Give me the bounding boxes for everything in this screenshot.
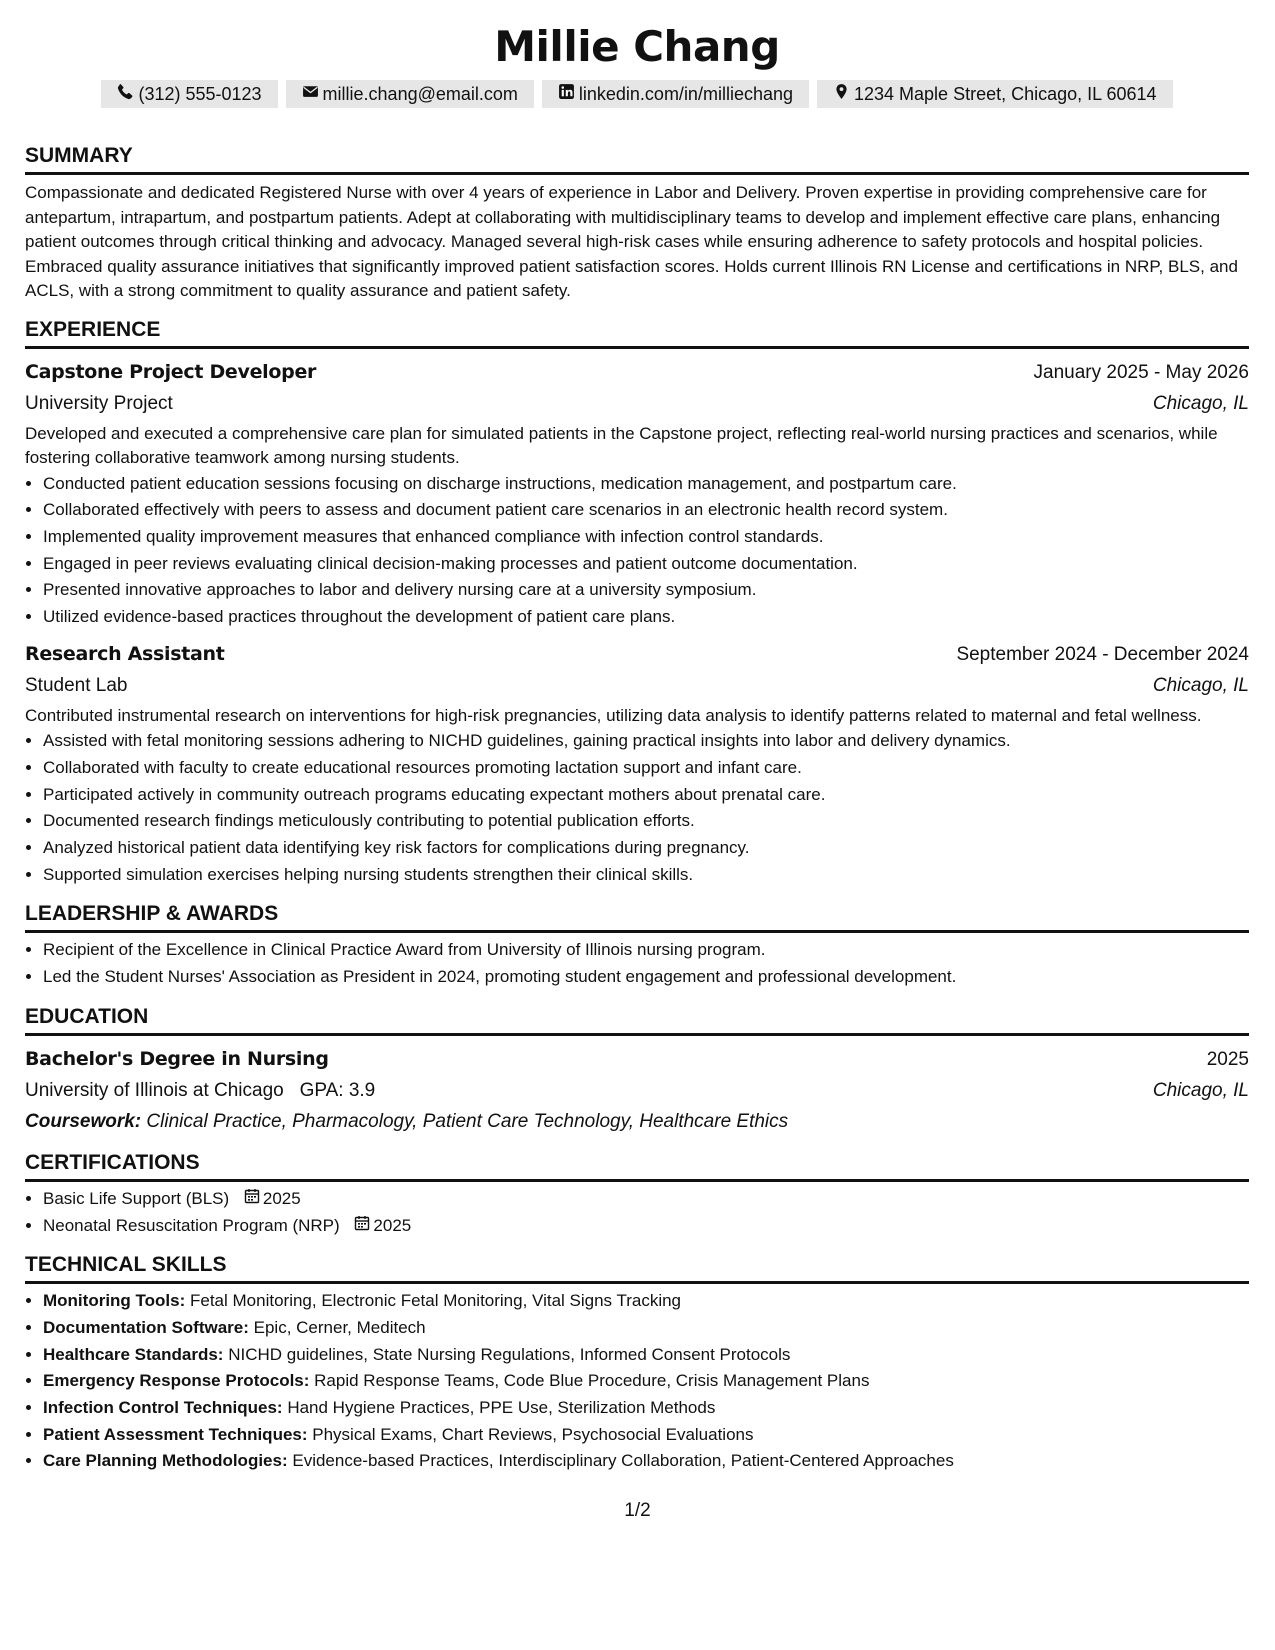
page-number: 1/2 [624,1500,651,1521]
list-item: • Led the Student Nurses' Association as President in 2024, promoting student engagement and professional development. [43,964,1249,991]
coursework [25,1107,1249,1137]
skills-list [25,1288,1249,1475]
education-section [25,1005,1249,1137]
list-item [43,1395,1249,1422]
leadership-section [25,902,1249,990]
address-text: 1234 Maple Street, Chicago, IL 60614 [854,84,1157,104]
section-title: EXPERIENCE [25,318,1249,349]
certifications-section [25,1151,1249,1239]
skill-label: Documentation Software: [43,1317,249,1337]
list-item: • Assisted with fetal monitoring sessions adhering to NICHD guidelines, gaining practical insights into labor and delivery dynamics. [43,728,1249,755]
skill-label: Emergency Response Protocols: [43,1371,310,1391]
skill-value: Hand Hygiene Practices, PPE Use, Sterilization Methods [287,1398,716,1418]
list-item [43,1422,1249,1449]
education-entry [25,1044,1249,1137]
calendar-icon [354,1213,370,1240]
leadership-list [25,937,1249,990]
summary-section [25,144,1249,304]
list-item [43,1448,1249,1475]
resume-page [25,18,1249,1475]
list-item: • Analyzed historical patient data identifying key risk factors for complications during pregnancy. [43,835,1249,862]
job-title: Capstone Project Developer [25,360,317,383]
school-name: University of Illinois at Chicago [25,1079,284,1101]
list-item: • Utilized evidence-based practices throughout the development of patient care plans. [43,604,1249,631]
experience-section [25,318,1249,889]
skill-value: Physical Exams, Chart Reviews, Psychosocial Evaluations [312,1424,754,1444]
graduation-year: 2025 [1206,1048,1249,1070]
linkedin-chip [542,80,809,108]
job-organization: Student Lab [25,674,128,696]
list-item [43,1213,1249,1240]
job-description: Developed and executed a comprehensive care plan for simulated patients in the Capstone project, reflecting real-world nursing practices and scenarios, while fostering collaborative teamwork among nursing students. [25,423,1218,467]
list-item [43,1368,1249,1395]
certification-date [354,1213,411,1240]
skill-value: Epic, Cerner, Meditech [253,1317,426,1337]
job-dates: September 2024 - December 2024 [956,643,1249,665]
skills-section [25,1253,1249,1475]
linkedin-icon [558,82,575,106]
skill-value: Evidence-based Practices, Interdisciplinary Collaboration, Patient-Centered Approaches [292,1451,954,1471]
section-title: LEADERSHIP & AWARDS [25,902,1249,933]
list-item: • Implemented quality improvement measures that enhanced compliance with infection control standards. [43,524,1249,551]
list-item: • Supported simulation exercises helping nursing students strengthen their clinical skills. [43,862,1249,889]
section-title: SUMMARY [25,144,1249,175]
skill-label: Care Planning Methodologies: [43,1451,288,1471]
job-location: Chicago, IL [1152,674,1249,696]
certification-name: Basic Life Support (BLS) [43,1188,230,1208]
phone-chip [101,80,277,108]
envelope-icon [302,82,319,106]
job-description: Contributed instrumental research on interventions for high-risk pregnancies, utilizing data analysis to identify patterns related to maternal and fetal wellness. [25,705,1202,725]
list-item: • Presented innovative approaches to labor and delivery nursing care at a university symposium. [43,577,1249,604]
certifications-list [25,1186,1249,1239]
list-item: • Recipient of the Excellence in Clinical Practice Award from University of Illinois nursing program. [43,937,1249,964]
job-bullets [25,471,1249,631]
job-bullets [25,728,1249,888]
school-location: Chicago, IL [1152,1079,1249,1101]
job-organization: University Project [25,392,173,414]
certification-name: Neonatal Resuscitation Program (NRP) [43,1215,340,1235]
skill-label: Healthcare Standards: [43,1344,224,1364]
contact-bar [25,80,1249,108]
job-title: Research Assistant [25,642,225,665]
section-title: EDUCATION [25,1005,1249,1036]
certification-year: 2025 [373,1215,412,1235]
list-item: • Conducted patient education sessions focusing on discharge instructions, medication management, and postpartum care. [43,471,1249,498]
skill-label: Patient Assessment Techniques: [43,1424,308,1444]
gpa: GPA: 3.9 [299,1079,376,1101]
email-text: millie.chang@email.com [322,84,518,104]
skill-value: Fetal Monitoring, Electronic Fetal Monitoring, Vital Signs Tracking [190,1291,682,1311]
list-item: • Participated actively in community outreach programs educating expectant mothers about prenatal care. [43,782,1249,809]
candidate-name: Millie Chang [494,22,780,71]
job-location: Chicago, IL [1152,392,1249,414]
skill-value: Rapid Response Teams, Code Blue Procedure, Crisis Management Plans [314,1371,870,1391]
email-chip [286,80,534,108]
job-entry [25,639,1249,889]
list-item: • Collaborated effectively with peers to assess and document patient care scenarios in an electronic health record system. [43,497,1249,524]
job-entry [25,357,1249,631]
coursework-label: Coursework: [25,1110,142,1132]
coursework-list: Clinical Practice, Pharmacology, Patient Care Technology, Healthcare Ethics [146,1110,789,1132]
linkedin-text: linkedin.com/in/milliechang [578,84,793,104]
phone-icon [117,82,134,106]
section-title: TECHNICAL SKILLS [25,1253,1249,1284]
calendar-icon [244,1186,260,1213]
map-pin-icon [833,82,850,106]
list-item: • Collaborated with faculty to create educational resources promoting lactation support and infant care. [43,755,1249,782]
phone-text: (312) 555-0123 [138,84,262,104]
certification-year: 2025 [262,1188,301,1208]
skill-label: Infection Control Techniques: [43,1398,283,1418]
section-title: CERTIFICATIONS [25,1151,1249,1182]
certification-date [244,1186,301,1213]
address-chip [817,80,1173,108]
list-item [43,1186,1249,1213]
degree: Bachelor's Degree in Nursing [25,1047,329,1070]
job-dates: January 2025 - May 2026 [1033,361,1249,383]
summary-text: Compassionate and dedicated Registered Nurse with over 4 years of experience in Labor and Delivery. Proven expertise in providing comprehensive care for antepartum, intrapartum, and postpartum patients. Adept at collaborating with multidisciplinary teams to develop and implement effective care plans, enhancing patient outcomes through critical thinking and advocacy. Managed several high-risk cases while ensuring adherence to safety protocols and hospital policies. Embraced quality assurance initiatives that significantly improved patient satisfaction scores. Holds current Illinois RN License and certifications in NRP, BLS, and ACLS, with a strong commitment to quality assurance and patient safety. [25,183,1238,300]
skill-value: NICHD guidelines, State Nursing Regulations, Informed Consent Protocols [228,1344,791,1364]
list-item [43,1288,1249,1315]
list-item: • Documented research findings meticulously contributing to potential publication efforts. [43,808,1249,835]
list-item [43,1342,1249,1369]
school-line [25,1075,375,1107]
list-item [43,1315,1249,1342]
list-item: • Engaged in peer reviews evaluating clinical decision-making processes and patient outcome documentation. [43,551,1249,578]
skill-label: Monitoring Tools: [43,1291,186,1311]
